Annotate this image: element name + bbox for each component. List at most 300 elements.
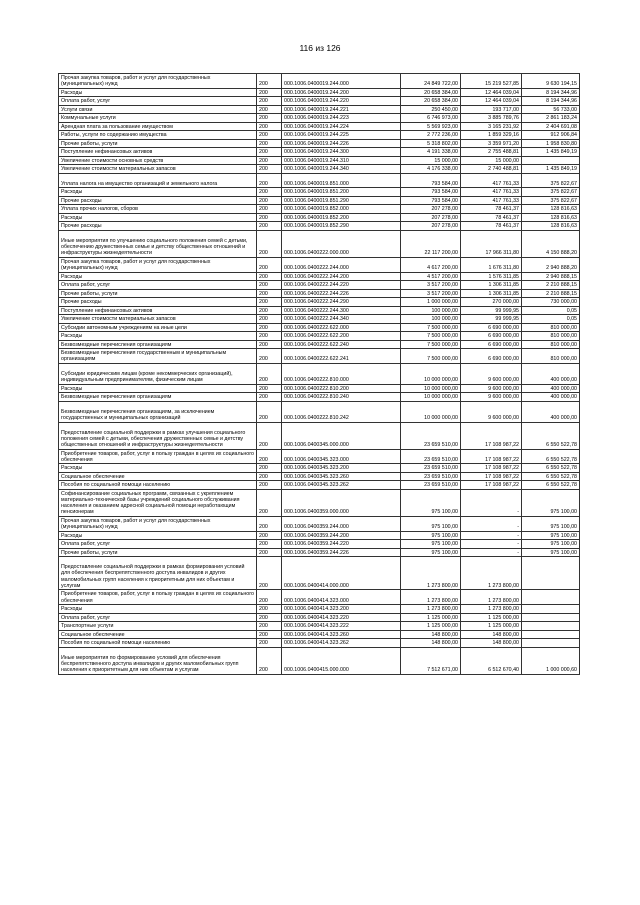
row-name-cell: Расходы xyxy=(59,332,257,341)
row-rest-cell: 400 000,00 xyxy=(522,393,580,402)
row-name-cell: Безвозмездные перечисления организациям, за исключением государственных и муниципальных организаций xyxy=(59,401,257,422)
row-plan-cell: 23 659 510,00 xyxy=(401,481,461,490)
row-code-cell: 200 xyxy=(257,639,282,648)
row-exec-cell: 1 306 311,85 xyxy=(461,281,522,290)
table-row xyxy=(59,449,580,464)
row-rest-cell: 9 630 194,15 xyxy=(522,74,580,89)
row-kbk-cell: 000.1006.0400019.244.300 xyxy=(282,148,401,157)
row-code-cell: 200 xyxy=(257,88,282,97)
row-rest-cell: 6 550 522,78 xyxy=(522,481,580,490)
row-exec-cell: 9 600 000,00 xyxy=(461,384,522,393)
row-code-cell: 200 xyxy=(257,393,282,402)
row-name-cell: Коммунальные услуги xyxy=(59,114,257,123)
row-kbk-cell: 000.1006.0400222.810.242 xyxy=(282,401,401,422)
table-row xyxy=(59,281,580,290)
table-row xyxy=(59,613,580,622)
table-row xyxy=(59,464,580,473)
row-rest-cell: 2 861 183,24 xyxy=(522,114,580,123)
row-plan-cell: 10 000 000,00 xyxy=(401,363,461,384)
table-row xyxy=(59,349,580,364)
row-code-cell: 200 xyxy=(257,464,282,473)
row-rest-cell: 2 940 888,20 xyxy=(522,257,580,272)
row-kbk-cell: 000.1006.0400345.323.200 xyxy=(282,464,401,473)
row-name-cell: Поступление нефинансовых активов xyxy=(59,148,257,157)
row-rest-cell: 8 194 344,96 xyxy=(522,88,580,97)
row-rest-cell: 128 816,63 xyxy=(522,213,580,222)
row-code-cell: 200 xyxy=(257,384,282,393)
row-code-cell: 200 xyxy=(257,340,282,349)
row-name-cell: Оплата работ, услуг xyxy=(59,281,257,290)
row-code-cell: 200 xyxy=(257,323,282,332)
row-exec-cell: 1 676 311,80 xyxy=(461,257,522,272)
row-kbk-cell: 000.1006.0400359.244.220 xyxy=(282,540,401,549)
row-code-cell: 200 xyxy=(257,531,282,540)
row-code-cell: 200 xyxy=(257,272,282,281)
row-rest-cell: 975 100,00 xyxy=(522,548,580,557)
row-code-cell: 200 xyxy=(257,363,282,384)
row-plan-cell: 24 849 722,00 xyxy=(401,74,461,89)
row-exec-cell: 3 359 971,20 xyxy=(461,139,522,148)
row-exec-cell: 270 000,00 xyxy=(461,298,522,307)
row-code-cell: 200 xyxy=(257,257,282,272)
table-row xyxy=(59,131,580,140)
table-row xyxy=(59,393,580,402)
row-rest-cell: 6 550 522,78 xyxy=(522,464,580,473)
row-exec-cell: 1 306 311,85 xyxy=(461,289,522,298)
row-kbk-cell: 000.1006.0400414.000.000 xyxy=(282,557,401,590)
table-row xyxy=(59,97,580,106)
table-row xyxy=(59,517,580,532)
table-row xyxy=(59,590,580,605)
row-plan-cell: 20 658 384,00 xyxy=(401,88,461,97)
row-code-cell: 200 xyxy=(257,165,282,174)
row-kbk-cell: 000.1006.0400359.000.000 xyxy=(282,489,401,516)
row-kbk-cell: 000.1006.0400414.323.220 xyxy=(282,613,401,622)
row-code-cell: 200 xyxy=(257,557,282,590)
row-exec-cell: 99 999,95 xyxy=(461,306,522,315)
row-plan-cell: 4 517 200,00 xyxy=(401,272,461,281)
row-name-cell: Уплата налога на имущество организаций и земельного налога xyxy=(59,173,257,188)
row-rest-cell: 975 100,00 xyxy=(522,540,580,549)
row-rest-cell xyxy=(522,639,580,648)
row-name-cell: Арендная плата за пользование имуществом xyxy=(59,122,257,131)
row-kbk-cell: 000.1006.0400222.622.200 xyxy=(282,332,401,341)
table-row xyxy=(59,531,580,540)
row-exec-cell: 3 885 789,76 xyxy=(461,114,522,123)
row-name-cell: Транспортные услуги xyxy=(59,622,257,631)
row-name-cell: Прочие расходы xyxy=(59,196,257,205)
table-row xyxy=(59,289,580,298)
row-code-cell: 200 xyxy=(257,97,282,106)
row-exec-cell: 2 740 488,81 xyxy=(461,165,522,174)
row-name-cell: Поступление нефинансовых активов xyxy=(59,306,257,315)
row-exec-cell: 78 461,37 xyxy=(461,222,522,231)
row-kbk-cell: 000.1006.0400019.851.000 xyxy=(282,173,401,188)
row-kbk-cell: 000.1006.0400019.244.200 xyxy=(282,88,401,97)
row-kbk-cell: 000.1006.0400345.323.260 xyxy=(282,472,401,481)
table-row xyxy=(59,323,580,332)
row-plan-cell: 6 746 973,00 xyxy=(401,114,461,123)
row-name-cell: Социальное обеспечение xyxy=(59,472,257,481)
row-exec-cell: 6 512 670,40 xyxy=(461,647,522,674)
table-row xyxy=(59,548,580,557)
row-rest-cell: 2 404 691,08 xyxy=(522,122,580,131)
row-exec-cell: 417 761,33 xyxy=(461,196,522,205)
row-exec-cell: 17 108 987,22 xyxy=(461,481,522,490)
row-code-cell: 200 xyxy=(257,349,282,364)
row-rest-cell: 128 816,63 xyxy=(522,205,580,214)
row-name-cell: Безвозмездные перечисления государственным и муниципальным организациям xyxy=(59,349,257,364)
row-kbk-cell: 000.1006.0400414.323.262 xyxy=(282,639,401,648)
row-kbk-cell: 000.1006.0400019.244.220 xyxy=(282,97,401,106)
row-exec-cell: 6 690 000,00 xyxy=(461,323,522,332)
row-code-cell: 200 xyxy=(257,139,282,148)
table-row xyxy=(59,205,580,214)
row-rest-cell: 810 000,00 xyxy=(522,349,580,364)
row-rest-cell: 400 000,00 xyxy=(522,384,580,393)
row-exec-cell: 78 461,37 xyxy=(461,205,522,214)
row-plan-cell: 100 000,00 xyxy=(401,315,461,324)
row-exec-cell: 193 717,00 xyxy=(461,105,522,114)
row-plan-cell: 100 000,00 xyxy=(401,306,461,315)
row-plan-cell: 148 800,00 xyxy=(401,630,461,639)
row-code-cell: 200 xyxy=(257,205,282,214)
row-code-cell: 200 xyxy=(257,332,282,341)
row-rest-cell: 975 100,00 xyxy=(522,531,580,540)
row-rest-cell: 128 816,63 xyxy=(522,222,580,231)
row-kbk-cell: 000.1006.0400222.622.240 xyxy=(282,340,401,349)
row-name-cell: Предоставление социальной поддержки в рамках формирования условий для обеспечения беспрепятственного доступа инвалидов и других маломобильных групп населения к приоритетным для них объектам и услугам xyxy=(59,557,257,590)
row-plan-cell: 23 659 510,00 xyxy=(401,449,461,464)
row-plan-cell: 1 273 800,00 xyxy=(401,590,461,605)
row-name-cell: Увеличение стоимости материальных запасов xyxy=(59,315,257,324)
row-plan-cell: 10 000 000,00 xyxy=(401,384,461,393)
row-plan-cell: 7 500 000,00 xyxy=(401,349,461,364)
row-kbk-cell: 000.1006.0400222.244.226 xyxy=(282,289,401,298)
row-code-cell: 200 xyxy=(257,605,282,614)
row-plan-cell: 10 000 000,00 xyxy=(401,401,461,422)
row-code-cell: 200 xyxy=(257,114,282,123)
row-name-cell: Прочие расходы xyxy=(59,298,257,307)
row-kbk-cell: 000.1006.0400019.244.223 xyxy=(282,114,401,123)
table-row xyxy=(59,647,580,674)
row-exec-cell: 99 999,95 xyxy=(461,315,522,324)
row-exec-cell: 9 600 000,00 xyxy=(461,363,522,384)
table-row xyxy=(59,481,580,490)
row-plan-cell: 1 273 800,00 xyxy=(401,605,461,614)
row-plan-cell: 10 000 000,00 xyxy=(401,393,461,402)
row-kbk-cell: 000.1006.0400019.244.340 xyxy=(282,165,401,174)
row-plan-cell: 23 659 510,00 xyxy=(401,472,461,481)
row-rest-cell xyxy=(522,156,580,165)
table-row xyxy=(59,298,580,307)
table-row xyxy=(59,88,580,97)
row-exec-cell: 148 800,00 xyxy=(461,630,522,639)
row-kbk-cell: 000.1006.0400345.323.262 xyxy=(282,481,401,490)
row-name-cell: Расходы xyxy=(59,88,257,97)
row-exec-cell: 9 600 000,00 xyxy=(461,401,522,422)
row-kbk-cell: 000.1006.0400222.810.240 xyxy=(282,393,401,402)
row-name-cell: Прочие работы, услуги xyxy=(59,289,257,298)
row-rest-cell: 912 906,84 xyxy=(522,131,580,140)
row-rest-cell: 375 822,67 xyxy=(522,173,580,188)
row-name-cell: Пособия по социальной помощи населению xyxy=(59,481,257,490)
row-name-cell: Социальное обеспечение xyxy=(59,630,257,639)
budget-execution-table xyxy=(58,73,580,675)
row-name-cell: Расходы xyxy=(59,384,257,393)
table-row xyxy=(59,165,580,174)
row-exec-cell: 12 464 039,04 xyxy=(461,97,522,106)
row-name-cell: Оплата работ, услуг xyxy=(59,97,257,106)
row-plan-cell: 4 176 338,00 xyxy=(401,165,461,174)
row-rest-cell: 975 100,00 xyxy=(522,517,580,532)
row-exec-cell: 15 000,00 xyxy=(461,156,522,165)
row-plan-cell: 23 659 510,00 xyxy=(401,464,461,473)
table-row xyxy=(59,384,580,393)
row-kbk-cell: 000.1006.0400222.244.340 xyxy=(282,315,401,324)
row-plan-cell: 250 450,00 xyxy=(401,105,461,114)
row-name-cell: Субсидии юридическим лицам (кроме некоммерческих организаций), индивидуальным предпринимателям, физическим лицам xyxy=(59,363,257,384)
row-name-cell: Расходы xyxy=(59,213,257,222)
row-plan-cell: 4 191 338,00 xyxy=(401,148,461,157)
row-plan-cell: 2 772 236,00 xyxy=(401,131,461,140)
table-row xyxy=(59,489,580,516)
row-rest-cell: 400 000,00 xyxy=(522,401,580,422)
row-code-cell: 200 xyxy=(257,188,282,197)
row-code-cell: 200 xyxy=(257,148,282,157)
row-exec-cell: - xyxy=(461,517,522,532)
row-code-cell: 200 xyxy=(257,590,282,605)
row-kbk-cell: 000.1006.0400019.244.000 xyxy=(282,74,401,89)
table-row xyxy=(59,340,580,349)
row-exec-cell: 78 461,37 xyxy=(461,213,522,222)
row-plan-cell: 1 125 000,00 xyxy=(401,613,461,622)
row-name-cell: Расходы xyxy=(59,188,257,197)
row-name-cell: Иные мероприятия по формированию условий для обеспечения беспрепятственного доступа инвалидов и других маломобильных групп населения к приоритетным для них объектам и услугам xyxy=(59,647,257,674)
table-row xyxy=(59,639,580,648)
row-name-cell: Безвозмездные перечисления организациям xyxy=(59,340,257,349)
row-kbk-cell: 000.1006.0400222.810.000 xyxy=(282,363,401,384)
row-name-cell: Расходы xyxy=(59,464,257,473)
row-name-cell: Увеличение стоимости материальных запасов xyxy=(59,165,257,174)
row-rest-cell: 1 958 830,80 xyxy=(522,139,580,148)
row-rest-cell: 6 550 522,78 xyxy=(522,422,580,449)
row-plan-cell: 207 278,00 xyxy=(401,213,461,222)
row-name-cell: Расходы xyxy=(59,272,257,281)
table-row xyxy=(59,213,580,222)
row-rest-cell: 730 000,00 xyxy=(522,298,580,307)
table-body xyxy=(59,74,580,675)
row-plan-cell: 975 100,00 xyxy=(401,540,461,549)
row-rest-cell: 810 000,00 xyxy=(522,323,580,332)
row-plan-cell: 3 517 200,00 xyxy=(401,281,461,290)
row-kbk-cell: 000.1006.0400019.851.290 xyxy=(282,196,401,205)
row-rest-cell: 6 550 522,78 xyxy=(522,449,580,464)
row-plan-cell: 975 100,00 xyxy=(401,531,461,540)
page-number: 116 из 126 xyxy=(299,43,341,53)
row-exec-cell: 17 108 987,22 xyxy=(461,449,522,464)
table-row xyxy=(59,622,580,631)
row-plan-cell: 22 117 200,00 xyxy=(401,230,461,257)
row-name-cell: Безвозмездные перечисления организациям xyxy=(59,393,257,402)
row-exec-cell: 417 761,33 xyxy=(461,173,522,188)
row-plan-cell: 793 584,00 xyxy=(401,188,461,197)
row-name-cell: Уплата прочих налогов, сборов xyxy=(59,205,257,214)
row-plan-cell: 1 000 000,00 xyxy=(401,298,461,307)
table-row xyxy=(59,605,580,614)
row-exec-cell: 12 464 039,04 xyxy=(461,88,522,97)
row-code-cell: 200 xyxy=(257,422,282,449)
row-name-cell: Софинансирование социальных программ, связанных с укреплением материально-технической базы учреждений социального обслуживания населения и оказанием адресной социальной помощи неработающим пенсионерам xyxy=(59,489,257,516)
row-code-cell: 200 xyxy=(257,622,282,631)
row-code-cell: 200 xyxy=(257,122,282,131)
row-exec-cell: 17 966 311,80 xyxy=(461,230,522,257)
table-row xyxy=(59,105,580,114)
row-name-cell: Пособия по социальной помощи населению xyxy=(59,639,257,648)
row-code-cell: 200 xyxy=(257,222,282,231)
row-code-cell: 200 xyxy=(257,306,282,315)
row-code-cell: 200 xyxy=(257,105,282,114)
row-plan-cell: 793 584,00 xyxy=(401,173,461,188)
row-name-cell: Прочие расходы xyxy=(59,222,257,231)
row-kbk-cell: 000.1006.0400222.244.200 xyxy=(282,272,401,281)
row-plan-cell: 975 100,00 xyxy=(401,517,461,532)
row-code-cell: 200 xyxy=(257,131,282,140)
row-name-cell: Оплата работ, услуг xyxy=(59,613,257,622)
row-code-cell: 200 xyxy=(257,315,282,324)
row-rest-cell xyxy=(522,590,580,605)
table-row xyxy=(59,540,580,549)
row-code-cell: 200 xyxy=(257,289,282,298)
row-plan-cell: 207 278,00 xyxy=(401,222,461,231)
row-plan-cell: 7 512 671,00 xyxy=(401,647,461,674)
row-code-cell: 200 xyxy=(257,230,282,257)
row-code-cell: 200 xyxy=(257,489,282,516)
row-kbk-cell: 000.1006.0400414.323.222 xyxy=(282,622,401,631)
row-rest-cell: 0,05 xyxy=(522,306,580,315)
row-kbk-cell: 000.1006.0400222.810.200 xyxy=(282,384,401,393)
row-kbk-cell: 000.1006.0400019.244.225 xyxy=(282,131,401,140)
row-code-cell: 200 xyxy=(257,173,282,188)
table-row xyxy=(59,148,580,157)
row-exec-cell: 1 125 000,00 xyxy=(461,613,522,622)
row-name-cell: Оплата работ, услуг xyxy=(59,540,257,549)
row-exec-cell: 1 273 800,00 xyxy=(461,590,522,605)
row-kbk-cell: 000.1006.0400222.244.000 xyxy=(282,257,401,272)
row-name-cell: Прочие работы, услуги xyxy=(59,139,257,148)
row-plan-cell: 7 500 000,00 xyxy=(401,332,461,341)
row-rest-cell: 1 435 849,19 xyxy=(522,165,580,174)
row-name-cell: Расходы xyxy=(59,531,257,540)
row-code-cell: 200 xyxy=(257,213,282,222)
table-row xyxy=(59,363,580,384)
row-rest-cell: 8 194 344,96 xyxy=(522,97,580,106)
row-exec-cell: 6 690 000,00 xyxy=(461,340,522,349)
row-rest-cell: 400 000,00 xyxy=(522,363,580,384)
table-row xyxy=(59,630,580,639)
row-plan-cell: 7 500 000,00 xyxy=(401,323,461,332)
row-kbk-cell: 000.1006.0400222.000.000 xyxy=(282,230,401,257)
row-name-cell: Прочая закупка товаров, работ и услуг для государственных (муниципальных) нужд xyxy=(59,517,257,532)
table-row xyxy=(59,74,580,89)
row-plan-cell: 5 318 802,00 xyxy=(401,139,461,148)
row-kbk-cell: 000.1006.0400359.244.226 xyxy=(282,548,401,557)
table-row xyxy=(59,222,580,231)
row-kbk-cell: 000.1006.0400359.244.200 xyxy=(282,531,401,540)
table-row xyxy=(59,472,580,481)
row-name-cell: Приобретение товаров, работ, услуг в пользу граждан в целях их социального обеспечения xyxy=(59,449,257,464)
row-kbk-cell: 000.1006.0400019.244.224 xyxy=(282,122,401,131)
row-kbk-cell: 000.1006.0400359.244.000 xyxy=(282,517,401,532)
row-kbk-cell: 000.1006.0400019.244.221 xyxy=(282,105,401,114)
row-rest-cell: 2 210 888,15 xyxy=(522,289,580,298)
row-kbk-cell: 000.1006.0400019.852.200 xyxy=(282,213,401,222)
table-row xyxy=(59,188,580,197)
table-row xyxy=(59,230,580,257)
row-exec-cell: 1 273 800,00 xyxy=(461,557,522,590)
row-rest-cell xyxy=(522,630,580,639)
row-rest-cell xyxy=(522,613,580,622)
row-name-cell: Работы, услуги по содержанию имущества xyxy=(59,131,257,140)
row-exec-cell: 1 125 000,00 xyxy=(461,622,522,631)
table-row xyxy=(59,139,580,148)
row-code-cell: 200 xyxy=(257,156,282,165)
table-row xyxy=(59,401,580,422)
row-plan-cell: 23 659 510,00 xyxy=(401,422,461,449)
row-exec-cell: 9 600 000,00 xyxy=(461,393,522,402)
row-code-cell: 200 xyxy=(257,74,282,89)
row-code-cell: 200 xyxy=(257,472,282,481)
row-rest-cell: 375 822,67 xyxy=(522,196,580,205)
row-rest-cell: 2 210 888,15 xyxy=(522,281,580,290)
row-name-cell: Услуги связи xyxy=(59,105,257,114)
row-rest-cell: 1 000 000,60 xyxy=(522,647,580,674)
row-rest-cell: 2 940 888,15 xyxy=(522,272,580,281)
row-exec-cell: 1 859 329,16 xyxy=(461,131,522,140)
row-code-cell: 200 xyxy=(257,401,282,422)
row-name-cell: Субсидии автономным учреждениям на иные цели xyxy=(59,323,257,332)
table-row xyxy=(59,196,580,205)
table-row xyxy=(59,156,580,165)
row-kbk-cell: 000.1006.0400345.000.000 xyxy=(282,422,401,449)
row-code-cell: 200 xyxy=(257,449,282,464)
row-plan-cell: 20 658 384,00 xyxy=(401,97,461,106)
row-plan-cell: 4 617 200,00 xyxy=(401,257,461,272)
row-code-cell: 200 xyxy=(257,196,282,205)
row-code-cell: 200 xyxy=(257,481,282,490)
row-code-cell: 200 xyxy=(257,613,282,622)
row-rest-cell: 6 550 522,78 xyxy=(522,472,580,481)
table-row xyxy=(59,257,580,272)
row-code-cell: 200 xyxy=(257,548,282,557)
row-name-cell: Предоставление социальной поддержки в рамках улучшения социального положения семей с детьми, обеспечения дружественных семье и детству общественных отношений и инфраструктуры жизнедеятельности xyxy=(59,422,257,449)
row-kbk-cell: 000.1006.0400414.323.000 xyxy=(282,590,401,605)
row-exec-cell: - xyxy=(461,531,522,540)
row-kbk-cell: 000.1006.0400019.852.290 xyxy=(282,222,401,231)
table-row xyxy=(59,173,580,188)
row-plan-cell: 793 584,00 xyxy=(401,196,461,205)
row-exec-cell: 6 690 000,00 xyxy=(461,349,522,364)
row-plan-cell: 15 000,00 xyxy=(401,156,461,165)
table-row xyxy=(59,272,580,281)
row-name-cell: Расходы xyxy=(59,605,257,614)
row-kbk-cell: 000.1006.0400019.244.310 xyxy=(282,156,401,165)
row-plan-cell: 148 800,00 xyxy=(401,639,461,648)
table-row xyxy=(59,114,580,123)
row-rest-cell: 56 733,00 xyxy=(522,105,580,114)
row-exec-cell: 417 761,33 xyxy=(461,188,522,197)
row-name-cell: Прочие работы, услуги xyxy=(59,548,257,557)
